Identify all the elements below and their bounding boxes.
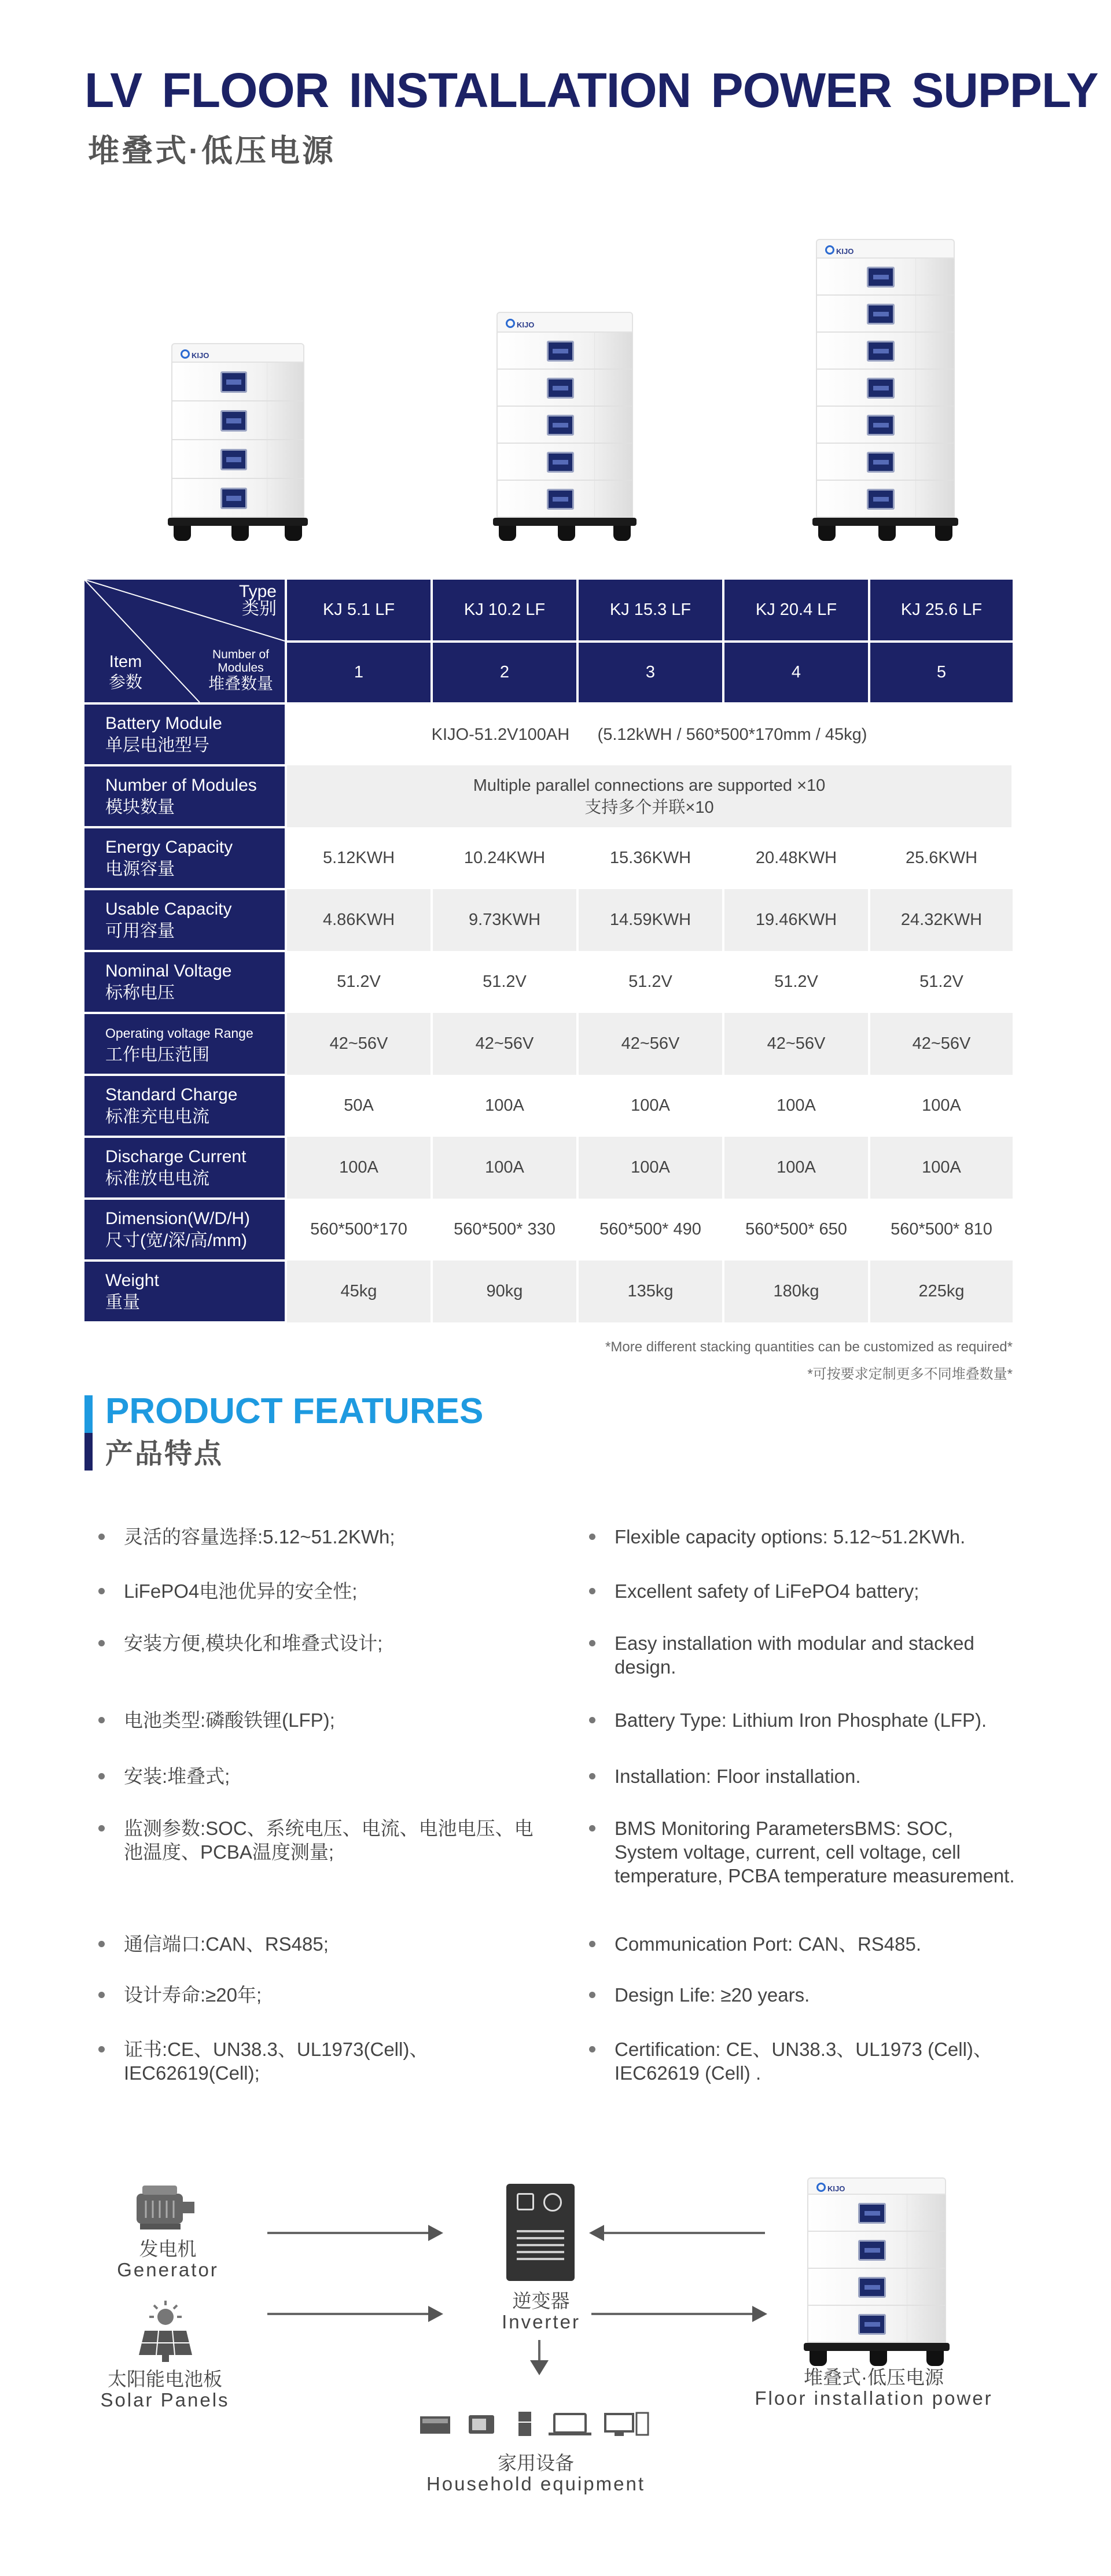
table-cell: 100A	[432, 1075, 577, 1137]
table-cell: 100A	[432, 1137, 577, 1199]
table-note-cn: *可按要求定制更多不同堆叠数量*	[807, 1366, 1013, 1382]
solar-panel-icon	[137, 2299, 194, 2363]
table-cell: 51.2V	[723, 951, 869, 1013]
appliances-icon	[420, 2409, 652, 2437]
table-cell: 5.12KWH	[286, 827, 432, 889]
battery-stack-image	[171, 343, 304, 518]
solar-label: 太阳能电池板 Solar Panels	[100, 2368, 230, 2411]
table-cell: 42~56V	[869, 1013, 1013, 1075]
row-label: Energy Capacity 电源容量	[84, 827, 286, 889]
caster-wheel	[499, 526, 516, 541]
battery-module	[816, 259, 955, 296]
table-cell: 135kg	[577, 1261, 723, 1322]
model-header: KJ 20.4 LF	[723, 580, 869, 642]
table-cell: 100A	[723, 1137, 869, 1199]
feature-item-en: Installation: Floor installation.	[589, 1764, 1017, 1788]
feature-item-cn: 证书:CE、UN38.3、UL1973(Cell)、IEC62619(Cell);	[98, 2037, 550, 2085]
table-cell: 100A	[577, 1137, 723, 1199]
table-cell: 100A	[577, 1075, 723, 1137]
num-modules-value: Multiple parallel connections are supported ×10 支持多个并联×10	[286, 765, 1013, 827]
inverter-icon	[506, 2184, 575, 2281]
generator-icon	[134, 2181, 198, 2233]
module-count: 5	[869, 642, 1013, 703]
table-cell: 100A	[723, 1075, 869, 1137]
table-cell: 42~56V	[286, 1013, 432, 1075]
brand-logo: KIJO	[506, 319, 534, 329]
feature-item-en: Flexible capacity options: 5.12~51.2KWh.	[589, 1525, 1017, 1549]
features-subtitle: 产品特点	[105, 1439, 224, 1469]
caster-wheel	[870, 2351, 887, 2366]
lcd-display-icon	[858, 2277, 886, 2298]
table-row	[84, 889, 1013, 951]
lcd-display-icon	[867, 378, 895, 399]
row-label: Discharge Current 标准放电电流	[84, 1137, 286, 1199]
table-cell: 42~56V	[723, 1013, 869, 1075]
arrow-solar-to-inverter	[267, 2313, 441, 2315]
table-cell: 100A	[869, 1137, 1013, 1199]
table-cell: 9.73KWH	[432, 889, 577, 951]
table-cell: 51.2V	[432, 951, 577, 1013]
caster-wheel	[810, 2351, 827, 2366]
inverter-label: 逆变器 Inverter	[502, 2290, 580, 2332]
table-cell: 10.24KWH	[432, 827, 577, 889]
arrow-inverter-to-battery	[591, 2313, 765, 2315]
battery-module	[496, 333, 633, 370]
battery-module	[816, 407, 955, 444]
lcd-display-icon	[547, 341, 574, 362]
table-cell: 90kg	[432, 1261, 577, 1322]
stack-base	[804, 2343, 950, 2351]
table-row	[84, 1261, 1013, 1322]
page-subtitle: 堆叠式·低压电源	[88, 134, 336, 168]
table-row	[84, 703, 1013, 765]
feature-item-cn: 电池类型:磷酸铁锂(LFP);	[98, 1708, 550, 1732]
lcd-display-icon	[220, 488, 247, 510]
table-header-row	[84, 580, 1013, 642]
corner-type-label: Type 类别	[238, 582, 277, 618]
lcd-display-icon	[858, 2203, 886, 2224]
household-label: 家用设备 Household equipment	[426, 2452, 646, 2494]
caster-wheel	[558, 526, 575, 541]
caster-wheel	[231, 526, 249, 541]
table-cell: 20.48KWH	[723, 827, 869, 889]
lcd-display-icon	[220, 371, 247, 393]
battery-module	[807, 2232, 946, 2269]
table-cell: 42~56V	[432, 1013, 577, 1075]
table-cell: 19.46KWH	[723, 889, 869, 951]
lcd-display-icon	[547, 415, 574, 436]
battery-module	[496, 370, 633, 407]
feature-item-cn: 安装方便,模块化和堆叠式设计;	[98, 1631, 550, 1655]
battery-module	[816, 444, 955, 481]
table-row	[84, 1199, 1013, 1261]
module-count: 2	[432, 642, 577, 703]
table-cell: 42~56V	[577, 1013, 723, 1075]
battery-label: 堆叠式·低压电源 Floor installation power	[755, 2367, 993, 2409]
battery-module	[816, 333, 955, 370]
section-accent-bar	[84, 1395, 93, 1471]
battery-module	[171, 401, 304, 440]
stack-base	[168, 518, 308, 526]
lcd-display-icon	[867, 415, 895, 436]
feature-item-cn: 通信端口:CAN、RS485;	[98, 1932, 550, 1956]
spec-table	[84, 580, 1014, 1324]
feature-item-en: Design Life: ≥20 years.	[589, 1983, 1017, 2007]
battery-module	[171, 440, 304, 479]
module-count: 4	[723, 642, 869, 703]
features-title: PRODUCT FEATURES	[105, 1391, 484, 1431]
stack-base	[493, 518, 637, 526]
battery-module	[816, 370, 955, 407]
feature-item-cn: 安装:堆叠式;	[98, 1764, 550, 1788]
table-note-en: *More different stacking quantities can be customized as required*	[605, 1339, 1013, 1355]
table-cell: 225kg	[869, 1261, 1013, 1322]
caster-wheel	[935, 526, 952, 541]
table-row	[84, 1137, 1013, 1199]
lcd-display-icon	[867, 304, 895, 325]
table-cell: 180kg	[723, 1261, 869, 1322]
battery-stack-image	[816, 239, 955, 518]
table-row	[84, 951, 1013, 1013]
row-label: Number of Modules 模块数量	[84, 765, 286, 827]
feature-item-en: Battery Type: Lithium Iron Phosphate (LFP).	[589, 1708, 1017, 1732]
lcd-display-icon	[858, 2240, 886, 2261]
table-row	[84, 765, 1013, 827]
feature-item-cn: 监测参数:SOC、系统电压、电流、电池电压、电池温度、PCBA温度测量;	[98, 1816, 550, 1864]
corner-modules-label: Number of Modules 堆叠数量	[208, 648, 273, 692]
module-count: 1	[286, 642, 432, 703]
model-header: KJ 25.6 LF	[869, 580, 1013, 642]
brand-logo: KIJO	[816, 2183, 845, 2193]
arrow-inverter-to-household	[538, 2340, 540, 2363]
arrow-head-down	[530, 2360, 549, 2375]
feature-item-cn: 设计寿命:≥20年;	[98, 1983, 550, 2007]
table-cell: 45kg	[286, 1261, 432, 1322]
feature-item-en: Communication Port: CAN、RS485.	[589, 1932, 1017, 1956]
lcd-display-icon	[867, 452, 895, 473]
caster-wheel	[285, 526, 302, 541]
caster-wheel	[174, 526, 191, 541]
battery-module	[807, 2306, 946, 2343]
table-cell: 51.2V	[577, 951, 723, 1013]
lcd-display-icon	[858, 2314, 886, 2335]
battery-module	[816, 296, 955, 333]
corner-header	[84, 580, 286, 703]
lcd-display-icon	[547, 378, 574, 399]
battery-module	[171, 479, 304, 518]
feature-item-cn: LiFePO4电池优异的安全性;	[98, 1579, 550, 1603]
table-cell: 560*500* 490	[577, 1199, 723, 1261]
model-header: KJ 15.3 LF	[577, 580, 723, 642]
battery-module	[496, 407, 633, 444]
table-cell: 560*500* 650	[723, 1199, 869, 1261]
caster-wheel	[613, 526, 631, 541]
table-cell: 50A	[286, 1075, 432, 1137]
feature-item-en: Certification: CE、UN38.3、UL1973 (Cell)、IEC62619 (Cell) .	[589, 2037, 1017, 2085]
feature-item-en: Excellent safety of LiFePO4 battery;	[589, 1579, 1017, 1603]
table-cell: 560*500* 330	[432, 1199, 577, 1261]
table-cell: 560*500*170	[286, 1199, 432, 1261]
generator-label: 发电机 Generator	[117, 2238, 219, 2280]
battery-module	[496, 444, 633, 481]
table-cell: 100A	[286, 1137, 432, 1199]
table-row	[84, 1013, 1013, 1075]
caster-wheel	[926, 2351, 944, 2366]
table-cell: 25.6KWH	[905, 849, 978, 867]
lcd-display-icon	[547, 452, 574, 473]
table-cell: 15.36KWH	[577, 827, 723, 889]
lcd-display-icon	[867, 489, 895, 510]
module-count: 3	[577, 642, 723, 703]
battery-stack-image	[496, 312, 633, 518]
battery-module	[807, 2195, 946, 2232]
arrow-generator-to-inverter	[267, 2232, 441, 2234]
lcd-display-icon	[220, 449, 247, 471]
battery-stack-icon	[807, 2177, 946, 2343]
row-label: Standard Charge 标准充电电流	[84, 1075, 286, 1137]
brand-logo: KIJO	[825, 245, 854, 256]
caster-wheel	[878, 526, 896, 541]
battery-module	[816, 481, 955, 518]
corner-item-label: Item 参数	[109, 653, 143, 692]
feature-item-en: Easy installation with modular and stacked design.	[589, 1631, 1017, 1679]
table-cell: 560*500* 810	[891, 1220, 992, 1239]
lcd-display-icon	[547, 489, 574, 510]
lcd-display-icon	[867, 267, 895, 288]
lcd-display-icon	[220, 410, 247, 432]
feature-item-en: BMS Monitoring ParametersBMS: SOC, System voltage, current, cell voltage, cell temperature, PCBA temperature measurement.	[589, 1816, 1017, 1888]
page-title: LV FLOOR INSTALLATION POWER SUPPLY	[84, 63, 1098, 117]
row-label: Nominal Voltage 标称电压	[84, 951, 286, 1013]
battery-module	[807, 2269, 946, 2306]
arrow-battery-to-inverter	[591, 2232, 765, 2234]
table-cell: 24.32KWH	[869, 889, 1013, 951]
row-label: Weight 重量	[84, 1261, 286, 1322]
row-label: Usable Capacity 可用容量	[84, 889, 286, 951]
model-header: KJ 10.2 LF	[432, 580, 577, 642]
model-header: KJ 5.1 LF	[286, 580, 432, 642]
row-label: Battery Module 单层电池型号	[84, 703, 286, 765]
brand-logo: KIJO	[181, 349, 209, 360]
table-row	[84, 827, 1013, 889]
table-cell: 4.86KWH	[286, 889, 432, 951]
table-cell: 100A	[922, 1096, 961, 1115]
table-cell: 51.2V	[919, 972, 963, 991]
table-cell: 51.2V	[286, 951, 432, 1013]
table-row	[84, 1075, 1013, 1137]
battery-module-value: KIJO-51.2V100AH (5.12kWH / 560*500*170mm / 45kg)	[286, 703, 1013, 765]
battery-module	[171, 363, 304, 401]
row-label: Operating voltage Range 工作电压范围	[84, 1013, 286, 1075]
feature-item-cn: 灵活的容量选择:5.12~51.2KWh;	[98, 1525, 550, 1549]
stack-base	[812, 518, 958, 526]
battery-module	[496, 481, 633, 518]
caster-wheel	[818, 526, 836, 541]
lcd-display-icon	[867, 341, 895, 362]
row-label: Dimension(W/D/H) 尺寸(宽/深/高/mm)	[84, 1199, 286, 1261]
table-cell: 14.59KWH	[577, 889, 723, 951]
